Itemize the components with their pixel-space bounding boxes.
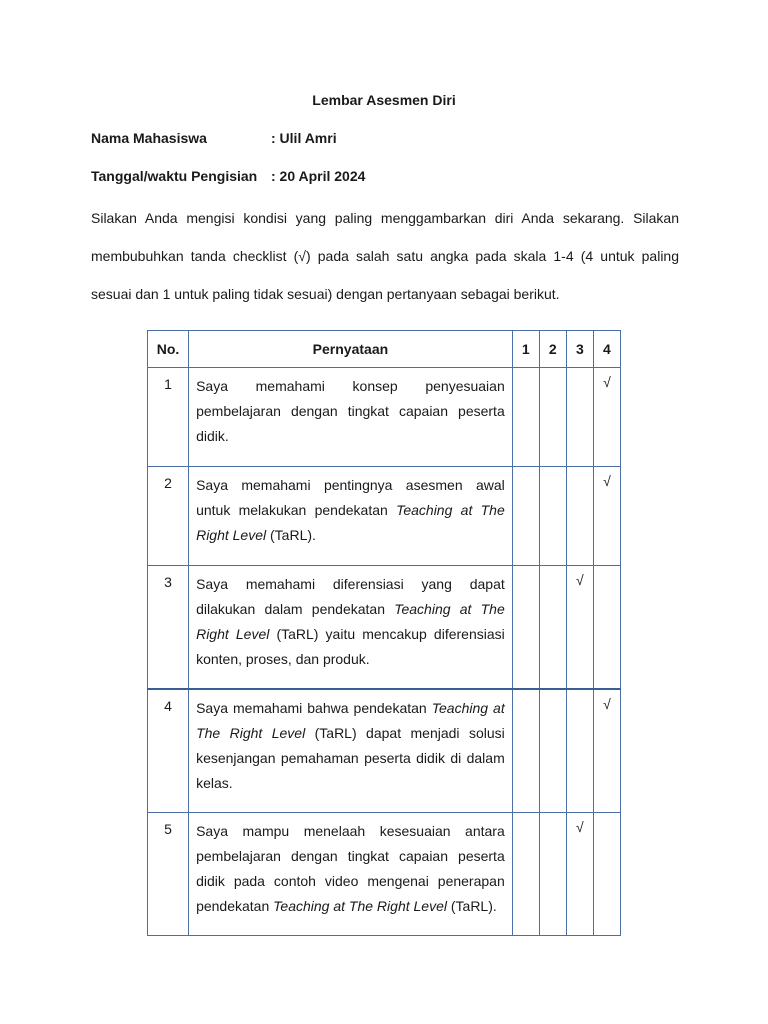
document-title: Lembar Asesmen Diri (312, 92, 456, 108)
score-cell-2 (539, 368, 566, 467)
header-scale-2: 2 (539, 331, 566, 368)
score-cell-4 (593, 689, 620, 813)
score-cell-3 (566, 566, 593, 690)
table-row (148, 467, 621, 566)
score-cell-1 (512, 566, 539, 690)
score-cell-2 (539, 689, 566, 813)
table-header-row (148, 331, 621, 368)
row-statement (189, 368, 513, 467)
score-cell-2 (539, 813, 566, 936)
score-cell-2 (539, 467, 566, 566)
score-cell-1 (512, 467, 539, 566)
score-cell-3 (566, 467, 593, 566)
statement-italic-text: Teaching at The Right Level (196, 700, 505, 741)
row-number: 1 (148, 368, 189, 467)
table-body (148, 368, 621, 936)
statement-text: (TaRL) yaitu mencakup diferensiasi konten, proses, dan produk. (196, 626, 505, 667)
header-no: No. (148, 331, 189, 368)
table-row (148, 813, 621, 936)
check-mark: √ (603, 374, 611, 390)
row-number: 5 (148, 813, 189, 936)
instructions-paragraph: Silakan Anda mengisi kondisi yang paling menggambarkan diri Anda sekarang. Silakan membubuhkan tanda checklist (√) pada salah satu angka pada skala 1-4 (4 untuk paling sesuai dan 1 untuk paling tidak sesuai) dengan pertanyaan sebagai berikut. (91, 210, 679, 302)
score-cell-1 (512, 368, 539, 467)
check-mark: √ (576, 572, 584, 588)
header-scale-3: 3 (566, 331, 593, 368)
score-cell-1 (512, 689, 539, 813)
statement-text: Saya memahami bahwa pendekatan (196, 700, 432, 716)
score-cell-4 (593, 368, 620, 467)
statement-italic-text: Teaching at The Right Level (196, 601, 505, 642)
header-scale-4: 4 (593, 331, 620, 368)
statement-text: (TaRL). (446, 898, 497, 914)
check-mark: √ (576, 819, 584, 835)
assessment-table (147, 330, 621, 936)
fill-date-row (91, 168, 365, 184)
statement-text: Saya mampu menelaah kesesuaian antara pembelajaran dengan tingkat capaian peserta didik pada contoh video mengenai penerapan pendekatan (196, 823, 505, 914)
statement-italic-text: Teaching at The Right Level (273, 898, 447, 914)
statement-text: Saya memahami konsep penyesuaian pembelajaran dengan tingkat capaian peserta didik. (196, 378, 505, 444)
header-statement: Pernyataan (189, 331, 513, 368)
score-cell-4 (593, 467, 620, 566)
student-name-value: : Ulil Amri (271, 130, 337, 146)
check-mark: √ (603, 473, 611, 489)
statement-text: (TaRL) dapat menjadi solusi kesenjangan pemahaman peserta didik di dalam kelas. (196, 725, 505, 791)
check-mark: √ (603, 696, 611, 712)
score-cell-4 (593, 566, 620, 690)
score-cell-4 (593, 813, 620, 936)
score-cell-3 (566, 813, 593, 936)
score-cell-2 (539, 566, 566, 690)
student-name-label: Nama Mahasiswa (91, 130, 207, 146)
student-name-row (91, 130, 337, 146)
table-row (148, 566, 621, 690)
row-number: 2 (148, 467, 189, 566)
row-statement (189, 689, 513, 813)
table-row (148, 368, 621, 467)
statement-italic-text: Teaching at The Right Level (196, 502, 505, 543)
score-cell-3 (566, 689, 593, 813)
statement-text: Saya memahami diferensiasi yang dapat dilakukan dalam pendekatan (196, 576, 505, 617)
score-cell-1 (512, 813, 539, 936)
statement-text: Saya memahami pentingnya asesmen awal untuk melakukan pendekatan (196, 477, 505, 518)
statement-text: (TaRL). (266, 527, 316, 543)
row-statement (189, 566, 513, 690)
header-scale-1: 1 (512, 331, 539, 368)
table-row (148, 689, 621, 813)
fill-date-value: : 20 April 2024 (271, 168, 366, 184)
row-number: 3 (148, 566, 189, 690)
score-cell-3 (566, 368, 593, 467)
fill-date-label: Tanggal/waktu Pengisian (91, 168, 258, 184)
row-number: 4 (148, 689, 189, 813)
row-statement (189, 467, 513, 566)
row-statement (189, 813, 513, 936)
